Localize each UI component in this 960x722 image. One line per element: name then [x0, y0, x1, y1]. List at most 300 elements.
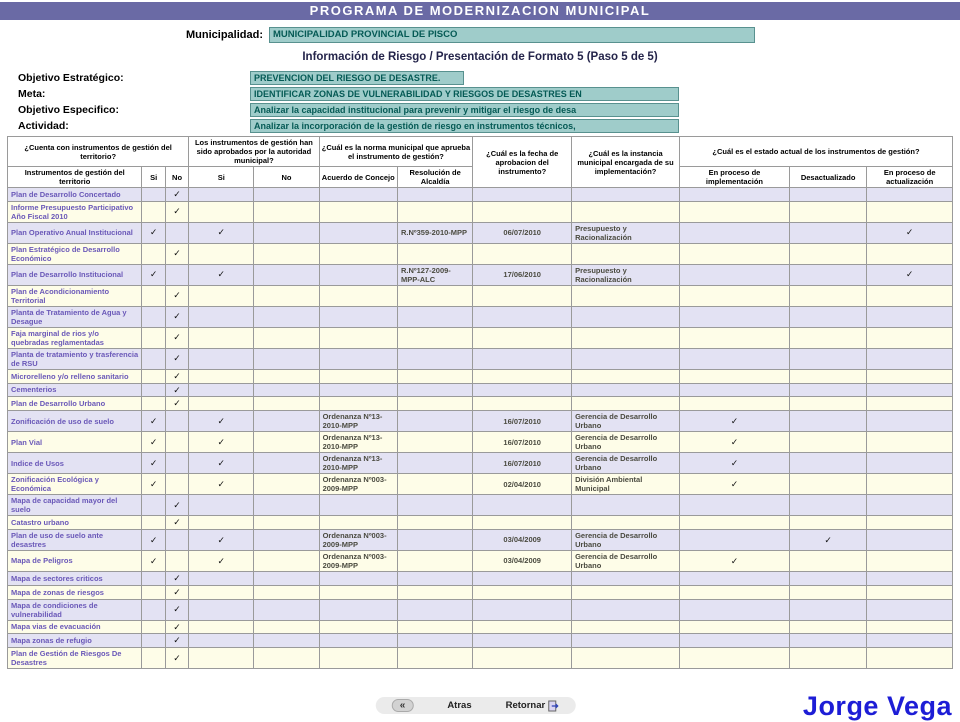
resolucion-alcaldia-cell	[397, 474, 472, 495]
instancia-cell	[572, 599, 680, 620]
atras-button[interactable]: Atras	[447, 700, 472, 711]
aprobado-si-cell	[189, 495, 254, 516]
aprobado-si-cell: ✓	[189, 432, 254, 453]
table-row	[8, 550, 953, 571]
aprobado-si-cell	[189, 634, 254, 648]
resolucion-alcaldia-cell	[397, 585, 472, 599]
instancia-cell	[572, 188, 680, 202]
cuenta-si-cell: ✓	[142, 550, 165, 571]
desactualizado-cell	[789, 243, 866, 264]
municipality-label: Municipalidad:	[186, 29, 263, 41]
desactualizado-cell	[789, 369, 866, 383]
estado-implementacion-cell: ✓	[680, 453, 790, 474]
retornar-icon	[548, 700, 560, 712]
aprobado-si-cell	[189, 585, 254, 599]
instancia-cell: División Ambiental Municipal	[572, 474, 680, 495]
aprobado-no-cell	[254, 369, 319, 383]
estado-actualizacion-cell	[867, 585, 953, 599]
resolucion-alcaldia-cell	[397, 397, 472, 411]
desactualizado-cell	[789, 599, 866, 620]
fecha-aprobacion-cell	[473, 397, 572, 411]
aprobado-no-cell	[254, 201, 319, 222]
municipality-field[interactable]: MUNICIPALIDAD PROVINCIAL DE PISCO	[269, 27, 755, 43]
instancia-cell	[572, 495, 680, 516]
table-row	[8, 585, 953, 599]
estado-actualizacion-cell	[867, 634, 953, 648]
fecha-aprobacion-cell: 02/04/2010	[473, 474, 572, 495]
acuerdo-concejo-cell	[319, 516, 397, 530]
instancia-cell	[572, 634, 680, 648]
table-row	[8, 222, 953, 243]
estado-actualizacion-cell	[867, 571, 953, 585]
table-row	[8, 188, 953, 202]
table-row	[8, 397, 953, 411]
aprobado-si-cell	[189, 348, 254, 369]
resolucion-alcaldia-cell: R.Nº127-2009-MPP-ALC	[397, 264, 472, 285]
desactualizado-cell: ✓	[789, 529, 866, 550]
acuerdo-concejo-cell	[319, 634, 397, 648]
cuenta-si-cell	[142, 585, 165, 599]
instancia-cell: Gerencia de Desarrollo Urbano	[572, 550, 680, 571]
cuenta-no-cell	[165, 550, 188, 571]
instancia-cell: Presupuesto y Racionalización	[572, 222, 680, 243]
aprobado-si-cell	[189, 599, 254, 620]
estado-actualizacion-cell: ✓	[867, 264, 953, 285]
desactualizado-cell	[789, 348, 866, 369]
col-group-cuenta: ¿Cuenta con instrumentos de gestión del territorio?	[8, 137, 189, 167]
form-row-objetivo-especifico	[18, 102, 679, 118]
estado-implementacion-cell	[680, 383, 790, 397]
aprobado-si-cell	[189, 188, 254, 202]
col-header-instrumentos: Instrumentos de gestión del territorio	[8, 167, 142, 188]
table-row	[8, 348, 953, 369]
instancia-cell	[572, 243, 680, 264]
col-header-instancia: ¿Cuál es la instancia municipal encargada de su implementación?	[572, 137, 680, 188]
instruments-tbody	[8, 188, 953, 669]
col-header-resolucion: Resolución de Alcaldía	[397, 167, 472, 188]
acuerdo-concejo-cell: Ordenanza Nº13-2010-MPP	[319, 411, 397, 432]
fecha-aprobacion-cell	[473, 188, 572, 202]
instrument-name-cell: Zonificación de uso de suelo	[8, 411, 142, 432]
estado-actualizacion-cell	[867, 550, 953, 571]
acuerdo-concejo-cell	[319, 369, 397, 383]
objetivo-estrategico-label: Objetivo Estratégico:	[18, 72, 124, 84]
aprobado-no-cell	[254, 620, 319, 634]
cuenta-si-cell	[142, 516, 165, 530]
cuenta-no-cell: ✓	[165, 620, 188, 634]
form-row-objetivo-estrategico	[18, 70, 679, 86]
aprobado-no-cell	[254, 571, 319, 585]
cuenta-no-cell: ✓	[165, 397, 188, 411]
resolucion-alcaldia-cell	[397, 620, 472, 634]
instruments-table-wrap	[7, 136, 953, 669]
instrument-name-cell: Mapa de condiciones de vulnerabilidad	[8, 599, 142, 620]
acuerdo-concejo-cell: Ordenanza Nº13-2010-MPP	[319, 453, 397, 474]
aprobado-no-cell	[254, 397, 319, 411]
fecha-aprobacion-cell	[473, 369, 572, 383]
col-header-cuenta-no: No	[165, 167, 188, 188]
estado-actualizacion-cell	[867, 397, 953, 411]
retornar-button[interactable]	[506, 700, 561, 712]
estado-implementacion-cell	[680, 599, 790, 620]
instrument-name-cell: Faja marginal de rios y/o quebradas reglamentadas	[8, 327, 142, 348]
cuenta-no-cell: ✓	[165, 327, 188, 348]
estado-actualizacion-cell	[867, 188, 953, 202]
acuerdo-concejo-cell: Ordenanza Nº003-2009-MPP	[319, 550, 397, 571]
estado-actualizacion-cell	[867, 348, 953, 369]
cuenta-no-cell	[165, 222, 188, 243]
desactualizado-cell	[789, 620, 866, 634]
estado-implementacion-cell: ✓	[680, 550, 790, 571]
aprobado-si-cell	[189, 243, 254, 264]
instancia-cell	[572, 397, 680, 411]
aprobado-no-cell	[254, 432, 319, 453]
cuenta-si-cell	[142, 327, 165, 348]
aprobado-no-cell	[254, 306, 319, 327]
fecha-aprobacion-cell	[473, 620, 572, 634]
aprobado-si-cell: ✓	[189, 411, 254, 432]
cuenta-no-cell: ✓	[165, 369, 188, 383]
col-header-fecha: ¿Cuál es la fecha de aprobacion del instrumento?	[473, 137, 572, 188]
acuerdo-concejo-cell: Ordenanza Nº003-2009-MPP	[319, 474, 397, 495]
fecha-aprobacion-cell	[473, 571, 572, 585]
acuerdo-concejo-cell	[319, 264, 397, 285]
instancia-cell	[572, 369, 680, 383]
resolucion-alcaldia-cell	[397, 453, 472, 474]
desactualizado-cell	[789, 397, 866, 411]
col-header-acuerdo: Acuerdo de Concejo	[319, 167, 397, 188]
estado-implementacion-cell	[680, 571, 790, 585]
aprobado-no-cell	[254, 634, 319, 648]
col-group-aprobados: Los instrumentos de gestión han sido aprobados por la autoridad municipal?	[189, 137, 319, 167]
fecha-aprobacion-cell	[473, 599, 572, 620]
instrument-name-cell: Microrelleno y/o relleno sanitario	[8, 369, 142, 383]
acuerdo-concejo-cell	[319, 201, 397, 222]
cuenta-no-cell: ✓	[165, 243, 188, 264]
cuenta-no-cell: ✓	[165, 516, 188, 530]
cuenta-si-cell	[142, 397, 165, 411]
cuenta-no-cell	[165, 474, 188, 495]
resolucion-alcaldia-cell: R.Nº359-2010-MPP	[397, 222, 472, 243]
fecha-aprobacion-cell	[473, 585, 572, 599]
resolucion-alcaldia-cell	[397, 516, 472, 530]
estado-implementacion-cell	[680, 495, 790, 516]
col-header-desactualizado: Desactualizado	[789, 167, 866, 188]
cuenta-si-cell	[142, 620, 165, 634]
estado-actualizacion-cell	[867, 432, 953, 453]
aprobado-no-cell	[254, 411, 319, 432]
estado-actualizacion-cell	[867, 369, 953, 383]
aprobado-si-cell	[189, 397, 254, 411]
objetivo-especifico-label: Objetivo Especifico:	[18, 104, 119, 116]
instrument-name-cell: Planta de tratamiento y trasferencia de RSU	[8, 348, 142, 369]
aprobado-no-cell	[254, 474, 319, 495]
cuenta-no-cell	[165, 264, 188, 285]
aprobado-si-cell	[189, 201, 254, 222]
objetivo-estrategico-field[interactable]: PREVENCION DEL RIESGO DE DESASTRE.	[250, 71, 464, 85]
back-button[interactable]: «	[392, 699, 414, 712]
instancia-cell: Gerencia de Desarrollo Urbano	[572, 432, 680, 453]
instrument-name-cell: Mapa de capacidad mayor del suelo	[8, 495, 142, 516]
resolucion-alcaldia-cell	[397, 348, 472, 369]
aprobado-no-cell	[254, 516, 319, 530]
instrument-name-cell: Mapa de zonas de riesgos	[8, 585, 142, 599]
aprobado-no-cell	[254, 327, 319, 348]
aprobado-no-cell	[254, 599, 319, 620]
cuenta-no-cell	[165, 411, 188, 432]
fecha-aprobacion-cell: 16/07/2010	[473, 453, 572, 474]
estado-actualizacion-cell	[867, 474, 953, 495]
instrument-name-cell: Informe Presupuesto Participativo Año Fiscal 2010	[8, 201, 142, 222]
col-header-en-proceso-actualizacion: En proceso de actualización	[867, 167, 953, 188]
form-row-meta	[18, 86, 679, 102]
table-row	[8, 264, 953, 285]
cuenta-no-cell	[165, 529, 188, 550]
actividad-label: Actividad:	[18, 120, 69, 132]
footer-toolbar	[376, 697, 576, 714]
resolucion-alcaldia-cell	[397, 529, 472, 550]
instrument-name-cell: Plan de Desarrollo Institucional	[8, 264, 142, 285]
cuenta-no-cell: ✓	[165, 585, 188, 599]
instrument-name-cell: Mapa zonas de refugio	[8, 634, 142, 648]
resolucion-alcaldia-cell	[397, 432, 472, 453]
signature-watermark: Jorge Vega	[802, 691, 952, 721]
instrument-name-cell: Plan de Desarrollo Urbano	[8, 397, 142, 411]
instancia-cell: Gerencia de Desarrollo Urbano	[572, 529, 680, 550]
estado-actualizacion-cell	[867, 529, 953, 550]
meta-field[interactable]: IDENTIFICAR ZONAS DE VULNERABILIDAD Y RIESGOS DE DESASTRES EN	[250, 87, 679, 101]
fecha-aprobacion-cell: 16/07/2010	[473, 411, 572, 432]
instrument-name-cell: Mapa vias de evacuación	[8, 620, 142, 634]
desactualizado-cell	[789, 222, 866, 243]
cuenta-no-cell: ✓	[165, 201, 188, 222]
table-row	[8, 634, 953, 648]
instrument-name-cell: Catastro urbano	[8, 516, 142, 530]
estado-actualizacion-cell: ✓	[867, 222, 953, 243]
instancia-cell	[572, 516, 680, 530]
resolucion-alcaldia-cell	[397, 571, 472, 585]
aprobado-si-cell: ✓	[189, 222, 254, 243]
acuerdo-concejo-cell	[319, 243, 397, 264]
desactualizado-cell	[789, 550, 866, 571]
acuerdo-concejo-cell	[319, 648, 397, 669]
cuenta-si-cell	[142, 648, 165, 669]
desactualizado-cell	[789, 383, 866, 397]
aprobado-si-cell: ✓	[189, 453, 254, 474]
acuerdo-concejo-cell	[319, 599, 397, 620]
acuerdo-concejo-cell	[319, 306, 397, 327]
aprobado-no-cell	[254, 188, 319, 202]
acuerdo-concejo-cell	[319, 285, 397, 306]
resolucion-alcaldia-cell	[397, 201, 472, 222]
instancia-cell	[572, 620, 680, 634]
instrument-name-cell: Mapa de Peligros	[8, 550, 142, 571]
fecha-aprobacion-cell	[473, 383, 572, 397]
cuenta-no-cell: ✓	[165, 634, 188, 648]
acuerdo-concejo-cell	[319, 222, 397, 243]
cuenta-si-cell	[142, 201, 165, 222]
table-row	[8, 474, 953, 495]
instrument-name-cell: Plan Vial	[8, 432, 142, 453]
estado-implementacion-cell	[680, 516, 790, 530]
aprobado-no-cell	[254, 383, 319, 397]
form-subtitle: Información de Riesgo / Presentación de Formato 5 (Paso 5 de 5)	[302, 51, 658, 63]
estado-implementacion-cell	[680, 188, 790, 202]
cuenta-si-cell	[142, 285, 165, 306]
cuenta-si-cell: ✓	[142, 222, 165, 243]
fecha-aprobacion-cell	[473, 306, 572, 327]
cuenta-no-cell: ✓	[165, 571, 188, 585]
desactualizado-cell	[789, 285, 866, 306]
table-row	[8, 620, 953, 634]
table-row	[8, 432, 953, 453]
estado-implementacion-cell	[680, 327, 790, 348]
estado-implementacion-cell	[680, 397, 790, 411]
aprobado-no-cell	[254, 222, 319, 243]
aprobado-si-cell	[189, 306, 254, 327]
estado-implementacion-cell: ✓	[680, 474, 790, 495]
resolucion-alcaldia-cell	[397, 243, 472, 264]
desactualizado-cell	[789, 571, 866, 585]
cuenta-si-cell: ✓	[142, 474, 165, 495]
acuerdo-concejo-cell	[319, 348, 397, 369]
estado-actualizacion-cell	[867, 383, 953, 397]
desactualizado-cell	[789, 432, 866, 453]
instrument-name-cell: Plan de Desarrollo Concertado	[8, 188, 142, 202]
table-row	[8, 285, 953, 306]
instrument-name-cell: Plan Estratégico de Desarrollo Económico	[8, 243, 142, 264]
estado-implementacion-cell	[680, 285, 790, 306]
aprobado-no-cell	[254, 285, 319, 306]
cuenta-no-cell: ✓	[165, 285, 188, 306]
resolucion-alcaldia-cell	[397, 599, 472, 620]
page-title: PROGRAMA DE MODERNIZACION MUNICIPAL	[309, 3, 651, 18]
col-header-aprobado-si: Si	[189, 167, 254, 188]
aprobado-no-cell	[254, 529, 319, 550]
fecha-aprobacion-cell	[473, 285, 572, 306]
desactualizado-cell	[789, 306, 866, 327]
fecha-aprobacion-cell: 17/06/2010	[473, 264, 572, 285]
acuerdo-concejo-cell	[319, 585, 397, 599]
aprobado-no-cell	[254, 585, 319, 599]
instancia-cell	[572, 327, 680, 348]
estado-implementacion-cell	[680, 620, 790, 634]
resolucion-alcaldia-cell	[397, 327, 472, 348]
col-header-en-proceso-implementacion: En proceso de implementación	[680, 167, 790, 188]
desactualizado-cell	[789, 453, 866, 474]
acuerdo-concejo-cell	[319, 188, 397, 202]
cuenta-si-cell	[142, 188, 165, 202]
fecha-aprobacion-cell	[473, 327, 572, 348]
risk-form	[18, 70, 679, 134]
aprobado-si-cell: ✓	[189, 264, 254, 285]
cuenta-si-cell: ✓	[142, 411, 165, 432]
cuenta-no-cell: ✓	[165, 495, 188, 516]
resolucion-alcaldia-cell	[397, 495, 472, 516]
table-row	[8, 529, 953, 550]
fecha-aprobacion-cell: 03/04/2009	[473, 550, 572, 571]
table-row	[8, 571, 953, 585]
table-row	[8, 383, 953, 397]
table-row	[8, 453, 953, 474]
estado-actualizacion-cell	[867, 648, 953, 669]
resolucion-alcaldia-cell	[397, 550, 472, 571]
aprobado-no-cell	[254, 348, 319, 369]
cuenta-si-cell	[142, 243, 165, 264]
resolucion-alcaldia-cell	[397, 306, 472, 327]
cuenta-si-cell	[142, 383, 165, 397]
instancia-cell: Gerencia de Desarrollo Urbano	[572, 453, 680, 474]
meta-label: Meta:	[18, 88, 46, 100]
instrument-name-cell: Zonificación Ecológica y Económica	[8, 474, 142, 495]
instrument-name-cell: Plan de Acondicionamiento Territorial	[8, 285, 142, 306]
estado-implementacion-cell	[680, 648, 790, 669]
resolucion-alcaldia-cell	[397, 634, 472, 648]
desactualizado-cell	[789, 648, 866, 669]
cuenta-no-cell: ✓	[165, 306, 188, 327]
estado-implementacion-cell	[680, 201, 790, 222]
estado-implementacion-cell: ✓	[680, 411, 790, 432]
aprobado-si-cell	[189, 516, 254, 530]
instrument-name-cell: Plan de Gestión de Riesgos De Desastres	[8, 648, 142, 669]
table-row	[8, 648, 953, 669]
desactualizado-cell	[789, 495, 866, 516]
acuerdo-concejo-cell: Ordenanza Nº13-2010-MPP	[319, 432, 397, 453]
fecha-aprobacion-cell: 03/04/2009	[473, 529, 572, 550]
estado-implementacion-cell	[680, 634, 790, 648]
col-header-cuenta-si: Si	[142, 167, 165, 188]
cuenta-no-cell: ✓	[165, 348, 188, 369]
actividad-field[interactable]: Analizar la incorporación de la gestión de riesgo en instrumentos técnicos,	[250, 119, 679, 133]
estado-actualizacion-cell	[867, 495, 953, 516]
instruments-table	[7, 136, 953, 669]
desactualizado-cell	[789, 264, 866, 285]
aprobado-no-cell	[254, 453, 319, 474]
acuerdo-concejo-cell	[319, 495, 397, 516]
desactualizado-cell	[789, 474, 866, 495]
estado-actualizacion-cell	[867, 327, 953, 348]
table-row	[8, 516, 953, 530]
instancia-cell	[572, 585, 680, 599]
cuenta-si-cell: ✓	[142, 453, 165, 474]
instrument-name-cell: Planta de Tratamiento de Agua y Desague	[8, 306, 142, 327]
aprobado-si-cell: ✓	[189, 550, 254, 571]
estado-implementacion-cell	[680, 306, 790, 327]
table-row	[8, 495, 953, 516]
fecha-aprobacion-cell	[473, 348, 572, 369]
estado-actualizacion-cell	[867, 243, 953, 264]
fecha-aprobacion-cell	[473, 243, 572, 264]
aprobado-si-cell	[189, 285, 254, 306]
estado-implementacion-cell	[680, 264, 790, 285]
estado-actualizacion-cell	[867, 599, 953, 620]
estado-implementacion-cell	[680, 222, 790, 243]
estado-implementacion-cell: ✓	[680, 432, 790, 453]
instancia-cell	[572, 648, 680, 669]
fecha-aprobacion-cell: 06/07/2010	[473, 222, 572, 243]
aprobado-si-cell	[189, 620, 254, 634]
aprobado-si-cell	[189, 648, 254, 669]
desactualizado-cell	[789, 188, 866, 202]
aprobado-no-cell	[254, 648, 319, 669]
cuenta-no-cell	[165, 432, 188, 453]
instancia-cell	[572, 306, 680, 327]
objetivo-especifico-field[interactable]: Analizar la capacidad institucional para prevenir y mitigar el riesgo de desa	[250, 103, 679, 117]
instancia-cell	[572, 571, 680, 585]
fecha-aprobacion-cell	[473, 495, 572, 516]
aprobado-no-cell	[254, 264, 319, 285]
estado-actualizacion-cell	[867, 411, 953, 432]
